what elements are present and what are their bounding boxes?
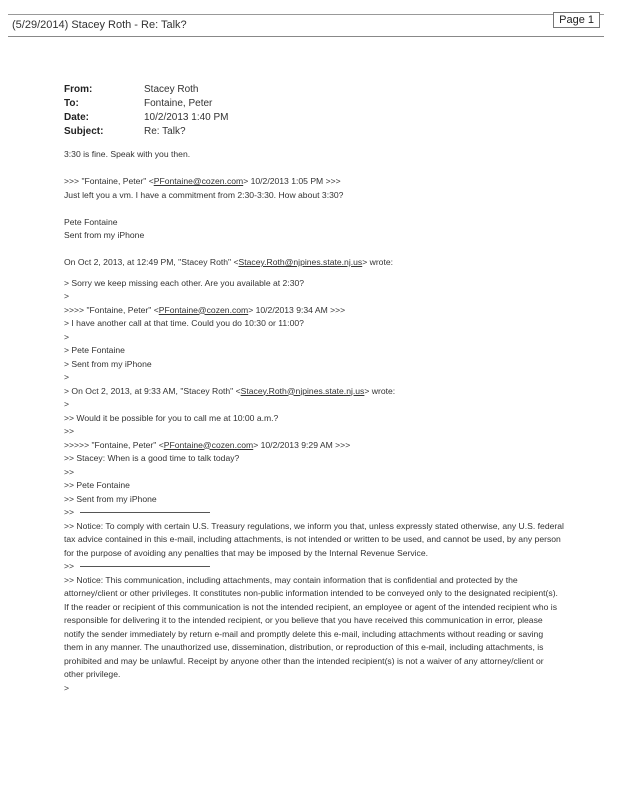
body-line: >> Would it be possible for you to call me at 10:00 a.m.? (64, 412, 279, 423)
body-line: >> Pete Fontaine (64, 480, 130, 490)
email-metadata (64, 82, 229, 138)
subject-label: Subject: (64, 125, 104, 137)
separator-rule (80, 566, 210, 567)
body-line: >> (64, 426, 75, 436)
email-link[interactable]: PFontaine@cozen.com (153, 176, 244, 186)
email-link[interactable]: PFontaine@cozen.com (158, 304, 249, 315)
body-line: Pete Fontaine (64, 216, 118, 227)
quoted-header-line: >>>> "Fontaine, Peter" <PFontaine@cozen.com> 10/2/2013 9:34 AM >>> (64, 304, 346, 315)
to-value: Fontaine, Peter (144, 97, 213, 109)
separator-rule (80, 512, 210, 513)
to-row (64, 96, 229, 110)
separator-line: >> (64, 506, 564, 520)
body-line: > Sent from my iPhone (64, 358, 152, 369)
body-line: > Pete Fontaine (64, 345, 125, 355)
from-row (64, 82, 229, 96)
from-label: From: (64, 83, 93, 95)
document-header-title: (5/29/2014) Stacey Roth - Re: Talk? (12, 19, 187, 31)
quoted-header-line: >>>>> "Fontaine, Peter" <PFontaine@cozen.com> 10/2/2013 9:29 AM >>> (64, 439, 351, 450)
body-line: Sent from my iPhone (64, 230, 145, 240)
page-number-box: Page 1 (553, 12, 600, 28)
header-rule-top (8, 14, 604, 15)
tax-notice: >> Notice: To comply with certain U.S. Treasury regulations, we inform you that, unless expressly stated otherwise, any U.S. federal tax advice contained in this e-mail, including attachments, is not intended or written to be used, and cannot be used, by any person for the purpose of avoiding any penalties that may be imposed by the Internal Revenue Service. (64, 520, 564, 558)
email-link[interactable]: Stacey.Roth@njpines.state.nj.us (238, 257, 363, 267)
separator-line: >> (64, 560, 564, 574)
header-rule-bottom (8, 36, 604, 37)
body-line: > (64, 331, 70, 342)
body-line: > I have another call at that time. Could you do 10:30 or 11:00? (64, 318, 304, 328)
body-line: > (64, 372, 70, 382)
body-line: Just left you a vm. I have a commitment from 2:30-3:30. How about 3:30? (64, 189, 344, 200)
date-label: Date: (64, 111, 90, 123)
date-row (64, 110, 229, 124)
quoted-header-line: On Oct 2, 2013, at 12:49 PM, "Stacey Roth" <Stacey.Roth@njpines.state.nj.us> wrote: (64, 257, 394, 267)
body-line: 3:30 is fine. Speak with you then. (64, 149, 191, 159)
email-link[interactable]: Stacey.Roth@njpines.state.nj.us (240, 385, 365, 396)
body-line: >> Sent from my iPhone (64, 493, 157, 504)
body-line: >> Stacey: When is a good time to talk today? (64, 453, 240, 463)
subject-value: Re: Talk? (144, 125, 186, 137)
email-link[interactable]: PFontaine@cozen.com (163, 439, 254, 450)
body-line: >> (64, 466, 75, 477)
quoted-header-line: > On Oct 2, 2013, at 9:33 AM, "Stacey Roth" <Stacey.Roth@njpines.state.nj.us> wrote: (64, 385, 396, 396)
email-body (64, 148, 564, 695)
subject-row (64, 124, 229, 138)
to-label: To: (64, 97, 79, 109)
body-line: > (64, 682, 70, 693)
body-line: > (64, 291, 70, 301)
quoted-header-line: >>> "Fontaine, Peter" <PFontaine@cozen.com> 10/2/2013 1:05 PM >>> (64, 176, 341, 186)
confidentiality-notice: >> Notice: This communication, including attachments, may contain information that is confidential and protected by the attorney/client or other privileges. It constitutes non-public information intended to be conveyed only to the designated recipient(s). If the reader or recipient of this communication is not the intended recipient, an employee or agent of the intended recipient who is responsible for delivering it to the intended recipient, or you believe that you have received this communication in error, please notify the sender immediately by return e-mail and promptly delete this e-mail, including attachments without reading or saving them in any manner. The unauthorized use, dissemination, distribution, or reproduction of this e-mail, including attachments, is prohibited and may be unlawful. Receipt by anyone other than the intended recipient(s) is not a waiver of any attorney/client or other privilege. (64, 574, 558, 679)
body-line: > (64, 399, 70, 409)
body-line: > Sorry we keep missing each other. Are you available at 2:30? (64, 277, 305, 288)
date-value: 10/2/2013 1:40 PM (144, 111, 229, 123)
from-value: Stacey Roth (144, 83, 199, 95)
